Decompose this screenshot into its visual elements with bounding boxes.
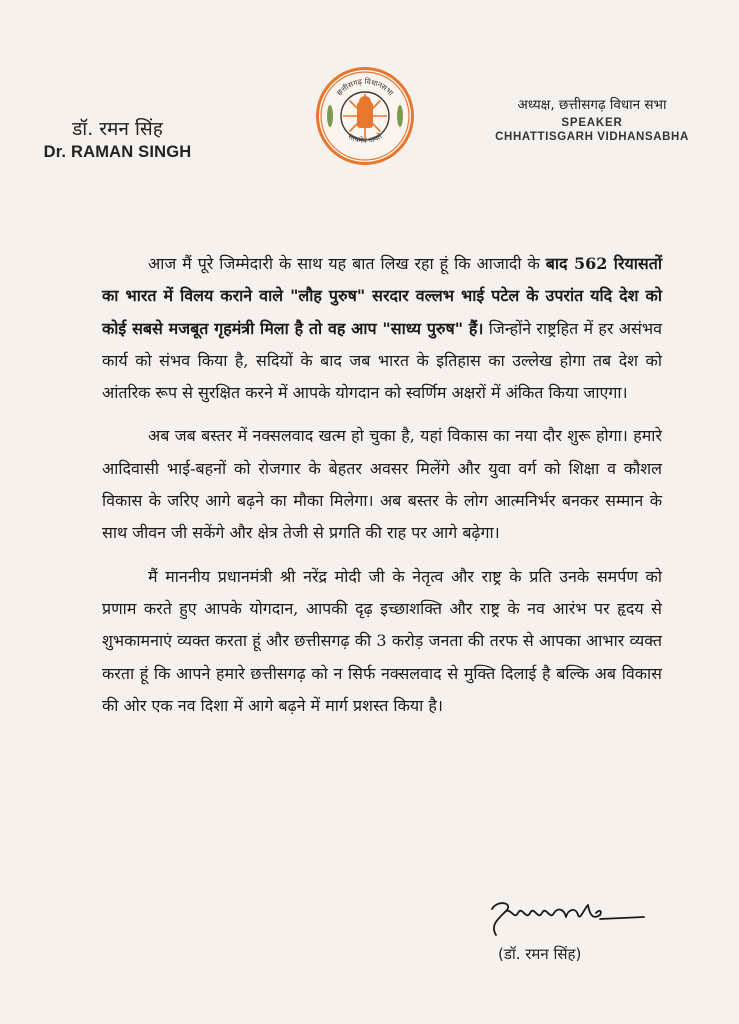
office-title-speaker: SPEAKER [561, 117, 623, 129]
seal-emblem [357, 96, 373, 128]
handwritten-signature [484, 895, 654, 945]
office-title-hindi: अध्यक्ष, छत्तीसगढ़ विधान सभा [517, 97, 667, 113]
paragraph-1-start: आज मैं पूरे जिम्मेदारी के साथ यह बात लिख रहा हूं कि आजादी के [148, 254, 546, 273]
office-title-block [472, 96, 712, 143]
sender-name-english: Dr. RAMAN SINGH [43, 143, 192, 161]
paragraph-1 [102, 248, 662, 409]
sender-name-block [30, 118, 205, 162]
sender-name-hindi: डॉ. रमन सिंह [72, 118, 163, 140]
vidhansabha-seal-icon [313, 64, 417, 168]
signatory-name: (डॉ. रमन सिंह) [498, 945, 582, 963]
paragraph-1-end: जिन्होंने राष्ट्रहित में हर असंभव कार्य को संभव किया है, सदियों के बाद जब भारत के इतिहास का उल्लेख होगा तब देश को आंतरिक रूप से सुरक्षित करने में आपके योगदान को स्वर्णिम अक्षरों में अंकित किया जाएगा। [102, 318, 662, 403]
office-title-vidhansabha: CHHATTISGARH VIDHANSABHA [495, 131, 689, 143]
letter-body [102, 248, 662, 722]
seal-text-bottom: सत्यमेव जयते [346, 131, 384, 146]
seal-text-top: छत्तीसगढ़ विधानसभा [334, 76, 396, 98]
paragraph-1-bold: बाद 562 रियासतों का भारत में विलय कराने वाले "लौह पुरुष" सरदार वल्लभ भाई पटेल के उपरांत यदि देश को कोई सबसे मजबूत गृहमंत्री मिला है तो वह आप "साध्य पुरुष" हैं। [102, 254, 662, 338]
paragraph-3: मैं माननीय प्रधानमंत्री श्री नरेंद्र मोदी जी के नेतृत्व और राष्ट्र के प्रति उनके समर्पण को प्रणाम करते हुए आपके योगदान, आपकी दृढ़ इच्छाशक्ति और राष्ट्र के नव आरंभ पर हृदय से शुभकामनाएं व्यक्त करता हूं और छत्तीसगढ़ की 3 करोड़ जनता की तरफ से आपका आभार व्यक्त करता हूं कि आपने हमारे छत्तीसगढ़ को न सिर्फ नक्सलवाद से मुक्ति दिलाई है बल्कि अब विकास की ओर एक नव दिशा में आगे बढ़ने में मार्ग प्रशस्त किया है। [102, 566, 662, 715]
paragraph-2: अब जब बस्तर में नक्सलवाद खत्म हो चुका है, यहां विकास का नया दौर शुरू होगा। हमारे आदिवासी भाई-बहनों को रोजगार के बेहतर अवसर मिलेंगे और युवा वर्ग को शिक्षा व कौशल विकास के जरिए आगे बढ़ने का मौका मिलेगा। अब बस्तर के लोग आत्मनिर्भर बनकर सम्मान के साथ जीवन जी सकेंगे और क्षेत्र तेजी से प्रगति की राह पर आगे बढ़ेगा। [102, 426, 662, 543]
